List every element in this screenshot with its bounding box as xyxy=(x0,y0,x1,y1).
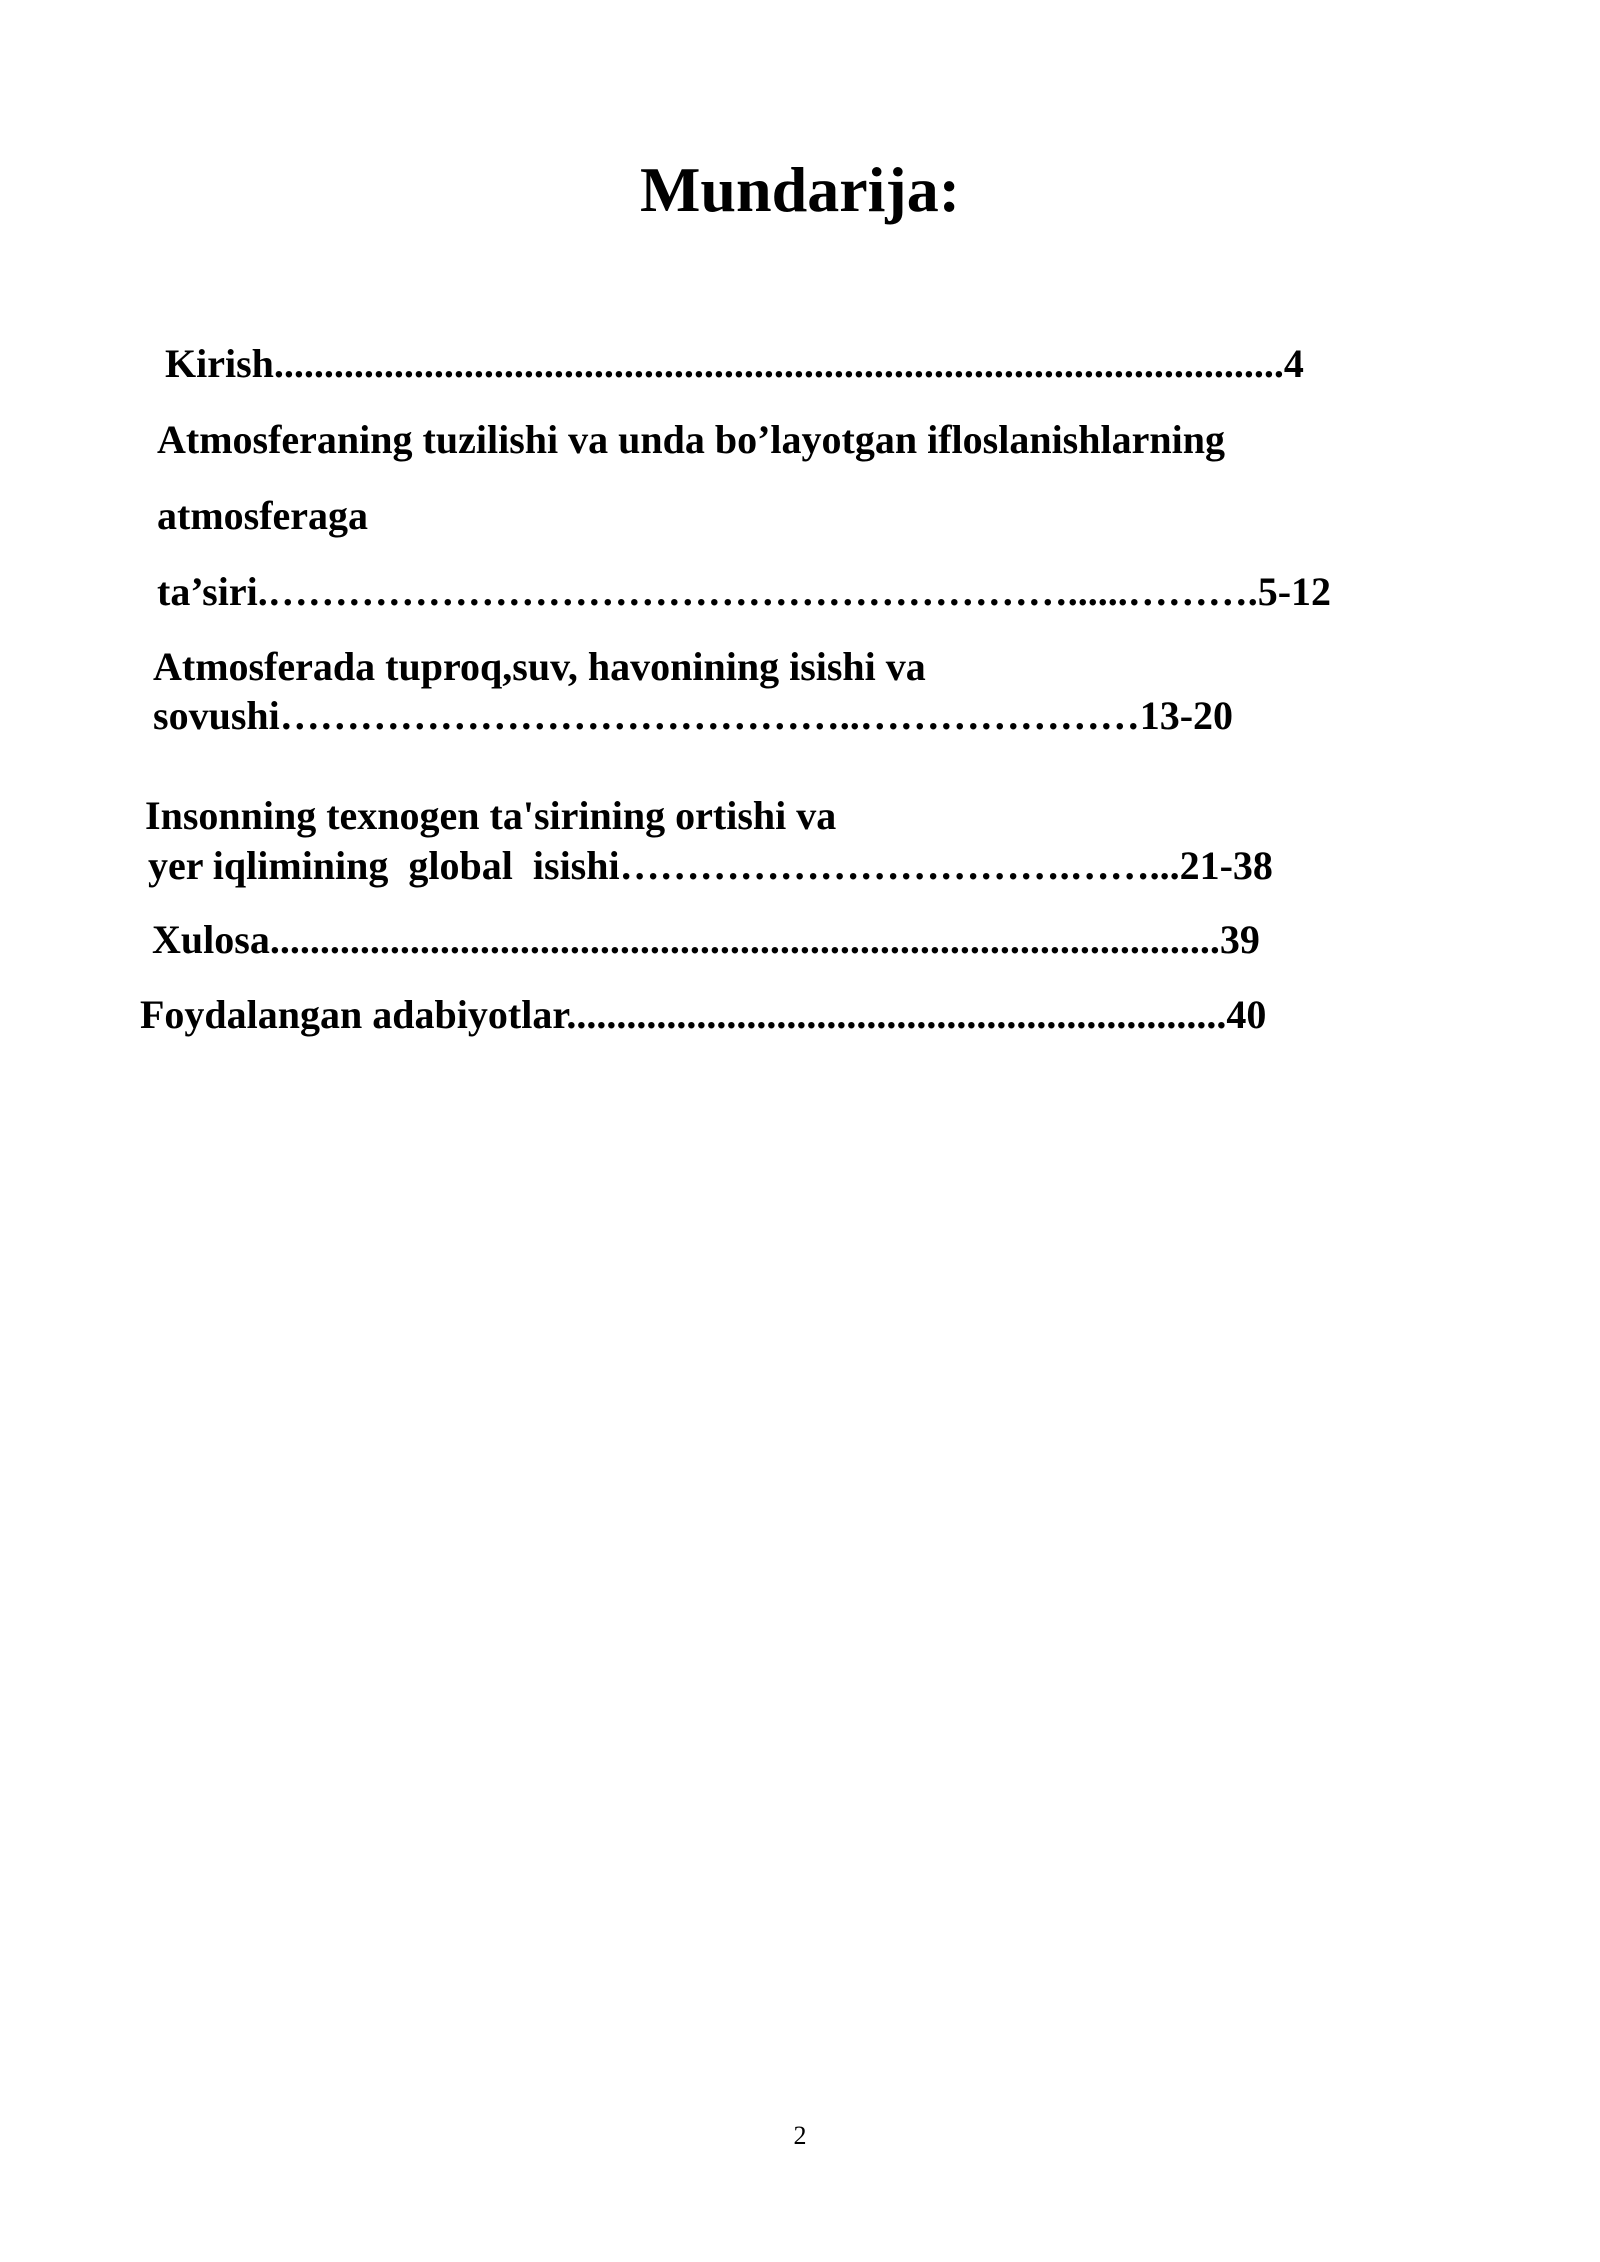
toc-entry-isishi-sovushi-line2: sovushi……………………………………..…………………13-20 xyxy=(153,693,1234,738)
page-number: 2 xyxy=(793,2121,807,2150)
page-title: Mundarija: xyxy=(640,154,960,225)
toc-entry-adabiyotlar: Foydalangan adabiyotlar..................................................................40 xyxy=(140,992,1267,1037)
toc-entry-atmosfera-tuzilishi-line1: Atmosferaning tuzilishi va unda bo’layotgan ifloslanishlarning xyxy=(157,417,1225,462)
toc-entry-texnogen-line2: yer iqlimining global isishi…………………………….……...21-38 xyxy=(148,843,1273,888)
toc-entry-texnogen-line1: Insonning texnogen ta'sirining ortishi va xyxy=(145,793,837,838)
toc-entry-atmosfera-tuzilishi-line3: ta’siri.……………………………………………………......……….5-12 xyxy=(157,569,1332,614)
toc-entry-xulosa: Xulosa...............................................................................................39 xyxy=(152,917,1260,962)
toc-entry-kirish: Kirish.....................................................................................................4 xyxy=(165,341,1304,386)
toc-entry-atmosfera-tuzilishi-line2: atmosferaga xyxy=(157,493,369,538)
toc-entry-isishi-sovushi-line1: Atmosferada tuproq,suv, havonining isishi va xyxy=(153,644,926,689)
